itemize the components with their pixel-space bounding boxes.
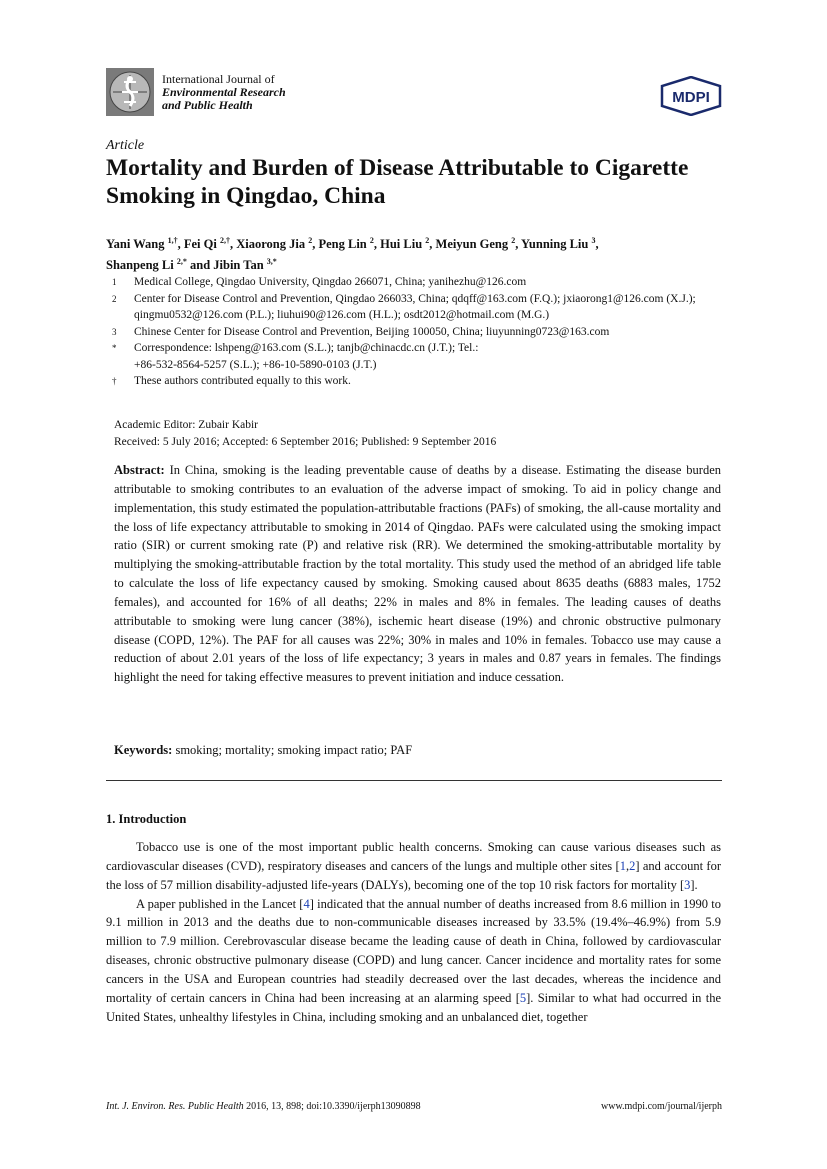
keywords-text: smoking; mortality; smoking impact ratio; PAF (175, 743, 413, 757)
author: Yani Wang $^{1,\dagger}$ (106, 236, 178, 252)
citation-link[interactable]: 5 (519, 990, 527, 1005)
citation-link[interactable]: 3 (684, 877, 691, 892)
affiliation-item: 1 Medical College, Qingdao University, Qingdao 266071, China; yanihezhu@126.com (112, 276, 527, 288)
author: Xiaorong Jia $^2$ (236, 236, 313, 252)
journal-line-1: International Journal of (162, 71, 275, 86)
publication-dates: Received: 5 July 2016; Accepted: 6 September 2016; Published: 9 September 2016 (114, 435, 497, 448)
paper-title: Mortality and Burden of Disease Attributable to Cigarette Smoking in Qingdao, China (106, 155, 689, 209)
correspondence-item: * Correspondence: lshpeng@163.com (S.L.); tanjb@chinacdc.cn (J.T.); Tel.: +86-532-8564-5257 (S.L.); +86-10-5890-0103 (J.T.) (112, 342, 479, 371)
citation-link[interactable]: 4 (303, 896, 310, 911)
section-divider (106, 780, 722, 781)
author: Shanpeng Li $^{2,*}$ (106, 257, 187, 273)
footer-citation: Int. J. Environ. Res. Public Health 2016, 13, 898; doi:10.3390/ijerph13090898 (106, 1101, 421, 1112)
author: Fei Qi $^{2,\dagger}$ (183, 236, 230, 252)
journal-header (106, 68, 286, 116)
journal-line-3: and Public Health (162, 97, 253, 112)
abstract-label: Abstract: (114, 463, 165, 477)
article-type: Article (106, 138, 145, 153)
journal-name (162, 73, 286, 112)
affiliations (112, 274, 722, 390)
journal-logo-icon (106, 68, 154, 116)
journal-line-2: Environmental Research (162, 84, 286, 99)
page-footer (106, 1101, 722, 1112)
author: Hui Liu $^2$ (380, 236, 430, 252)
footer-url[interactable]: www.mdpi.com/journal/ijerph (601, 1101, 722, 1112)
affiliation-item: 2 Center for Disease Control and Prevention, Qingdao 266033, China; qdqff@163.com (F.Q.); jxiaorong1@126.com (X.J.); qingmu0532@126.com (P.L.); liuhui90@126.com (H.L.); osdt2012@hotmail.com (M.G.) (112, 292, 696, 321)
citation-link[interactable]: 1 (619, 858, 626, 873)
author: Peng Lin $^2$ (318, 236, 374, 252)
authors-and: and (190, 258, 211, 273)
author: Yunning Liu $^3$ (521, 236, 596, 252)
keywords-label: Keywords: (114, 743, 173, 757)
editor-dates (114, 417, 496, 450)
author: Meiyun Geng $^2$ (435, 236, 516, 252)
keywords (114, 741, 721, 759)
mdpi-logo-text: MDPI (672, 89, 710, 106)
author: Jibin Tan $^{3,*}$ (213, 257, 277, 273)
citation-link[interactable]: 2 (629, 858, 636, 873)
introduction-body (106, 838, 721, 1026)
paragraph: A paper published in the Lancet [4] indicated that the annual number of deaths increased from 8.6 million in 1990 to 9.1 million in 2013 and the deaths due to non-communicable diseases increased by 33.5% (19.4%–46.9%) from 5.9 million to 7.9 million. Cerebrovascular disease became the leading cause of death in China, followed by cardiovascular diseases, chronic obstructive pulmonary disease (COPD) and lung cancer. Cancer incidence and mortality rates for some cancers in the USA and European countries had steadily decreased over the last decades, whereas the incidence and mortality of certain cancers in China had been increasing at an alarming speed [5]. Similar to what had occurred in the United States, unhealthy lifestyles in China, including smoking and an unbalanced diet, together (106, 896, 722, 1024)
section-heading: 1. Introduction (106, 812, 187, 826)
academic-editor: Academic Editor: Zubair Kabir (114, 419, 259, 431)
equal-contribution-note: † These authors contributed equally to this work. (112, 375, 351, 387)
affiliation-item: 3 Chinese Center for Disease Control and Prevention, Beijing 100050, China; liuyunning0723@163.com (112, 325, 610, 338)
mdpi-logo-icon (660, 76, 722, 116)
author-list: Yani Wang $^{1,\dagger}$, Fei Qi $^{2,\dagger}$, Xiaorong Jia $^2$, Peng Lin $^2$, Hui Liu $^2$, Meiyun Geng $^2$, Yunning Liu $^3$, Shanpeng Li $^{2,*}$ and Jibin Tan $^{3,*}$ (106, 236, 599, 273)
paragraph: Tobacco use is one of the most important public health concerns. Smoking can cause various diseases such as cardiovascular diseases (CVD), respiratory diseases and cancers of the lungs and multiple other sites [1,2] and account for the loss of 57 million disability-adjusted life-years (DALYs), becoming one of the top 10 risk factors for mortality [3]. (106, 840, 721, 892)
abstract (114, 461, 721, 687)
abstract-text: In China, smoking is the leading preventable cause of deaths by a disease. Estimating the disease burden attributable to smoking contributes to an evaluation of the adverse impact of smoking. To aid in policy change and implementation, this study estimated the population-attributable fractions (PAFs) of smoking, the all-cause mortality and the loss of life expectancy attributable to smoking in 2014 of Qingdao. PAFs were calculated using the smoking impact ratio (SIR) or current smoking rate (P) and relative risk (RR). We determined the smoking-attributable mortality by multiplying the smoking-attributable fraction by the total mortality. This study used the method of an abridged life table to calculate the loss of life expectancy caused by smoking. Smoking caused about 8635 deaths (6883 males, 1752 females), and accounted for 16% of all deaths; 22% in males and 8% in females. The leading causes of deaths attributable to smoking were lung cancer (38%), ischemic heart disease (19%) and chronic obstructive pulmonary disease (COPD, 12%). The PAF for all causes was 22%; 30% in males and 10% in females. Tobacco use may cause a reduction of about 2.01 years of the loss of life expectancy; 3 years in males and 0.87 years in females. The findings highlight the need for taking effective measures to prevent initiation and induce cessation. (114, 463, 721, 685)
